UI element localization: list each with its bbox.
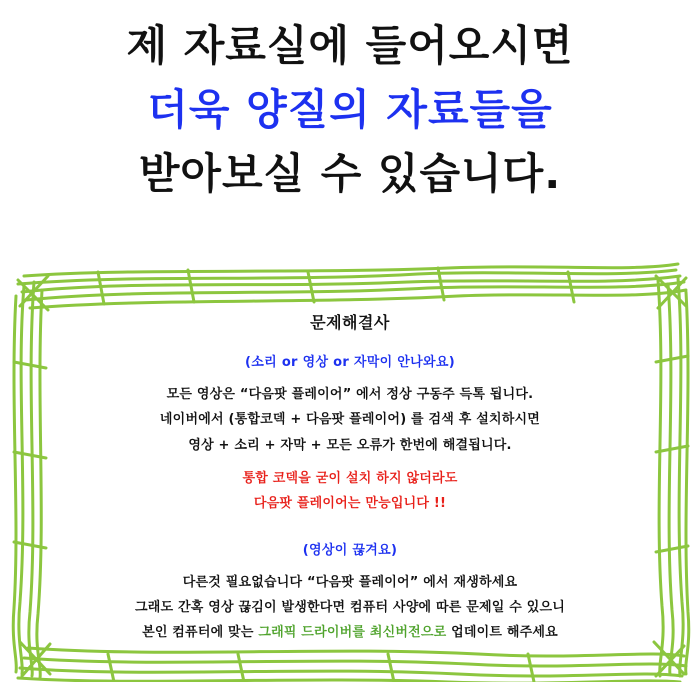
spacer xyxy=(60,517,640,539)
section-2-line-2: 그래도 간혹 영상 끊김이 발생한다면 컴퓨터 사양에 따른 문제일 수 있으니 xyxy=(135,600,565,616)
section-2-line-3 xyxy=(60,620,640,645)
section-2-line-3-highlight: 그래픽 드라이버를 최신버전으로 xyxy=(258,625,447,641)
section-1-line-3: 영상 + 소리 + 자막 + 모든 오류가 한번에 해결됩니다. xyxy=(188,437,512,453)
section-2-line-3-suffix: 업데이트 해주세요 xyxy=(446,625,558,641)
section-1-line-2: 네이버에서 (통합코덱 + 다음팟 플레이어) 를 검색 후 설치하시면 xyxy=(159,412,541,428)
section-2-line-1: 다른것 필요없습니다 “다음팟 플레이어” 에서 재생하세요 xyxy=(182,574,518,590)
spacer xyxy=(60,458,640,466)
section-1-heading: (소리 or 영상 or 자막이 안나와요) xyxy=(245,355,455,370)
section-2-line-3-prefix: 본인 컴퓨터에 맞는 xyxy=(142,625,259,641)
headline-line-1: 제 자료실에 들어오시면 xyxy=(126,21,574,70)
panel-title: 문제해결사 xyxy=(310,313,390,332)
section-1-line-1: 모든 영상은 “다음팟 플레이어” 에서 정상 구동주 득톡 됩니다. xyxy=(166,387,534,402)
headline-line-3: 받아보실 수 있습니다. xyxy=(138,148,562,198)
headline-block xyxy=(0,14,700,205)
content-panel xyxy=(60,310,640,646)
section-1-warning-2: 다음팟 플레이어는 만능입니다 !! xyxy=(253,496,447,512)
section-2-heading: (영상이 끊겨요) xyxy=(302,542,398,558)
headline-line-2: 더욱 양질의 자료들을 xyxy=(147,84,553,134)
section-1-warning-1: 통합 코덱을 굳이 설치 하지 않더라도 xyxy=(242,471,458,487)
